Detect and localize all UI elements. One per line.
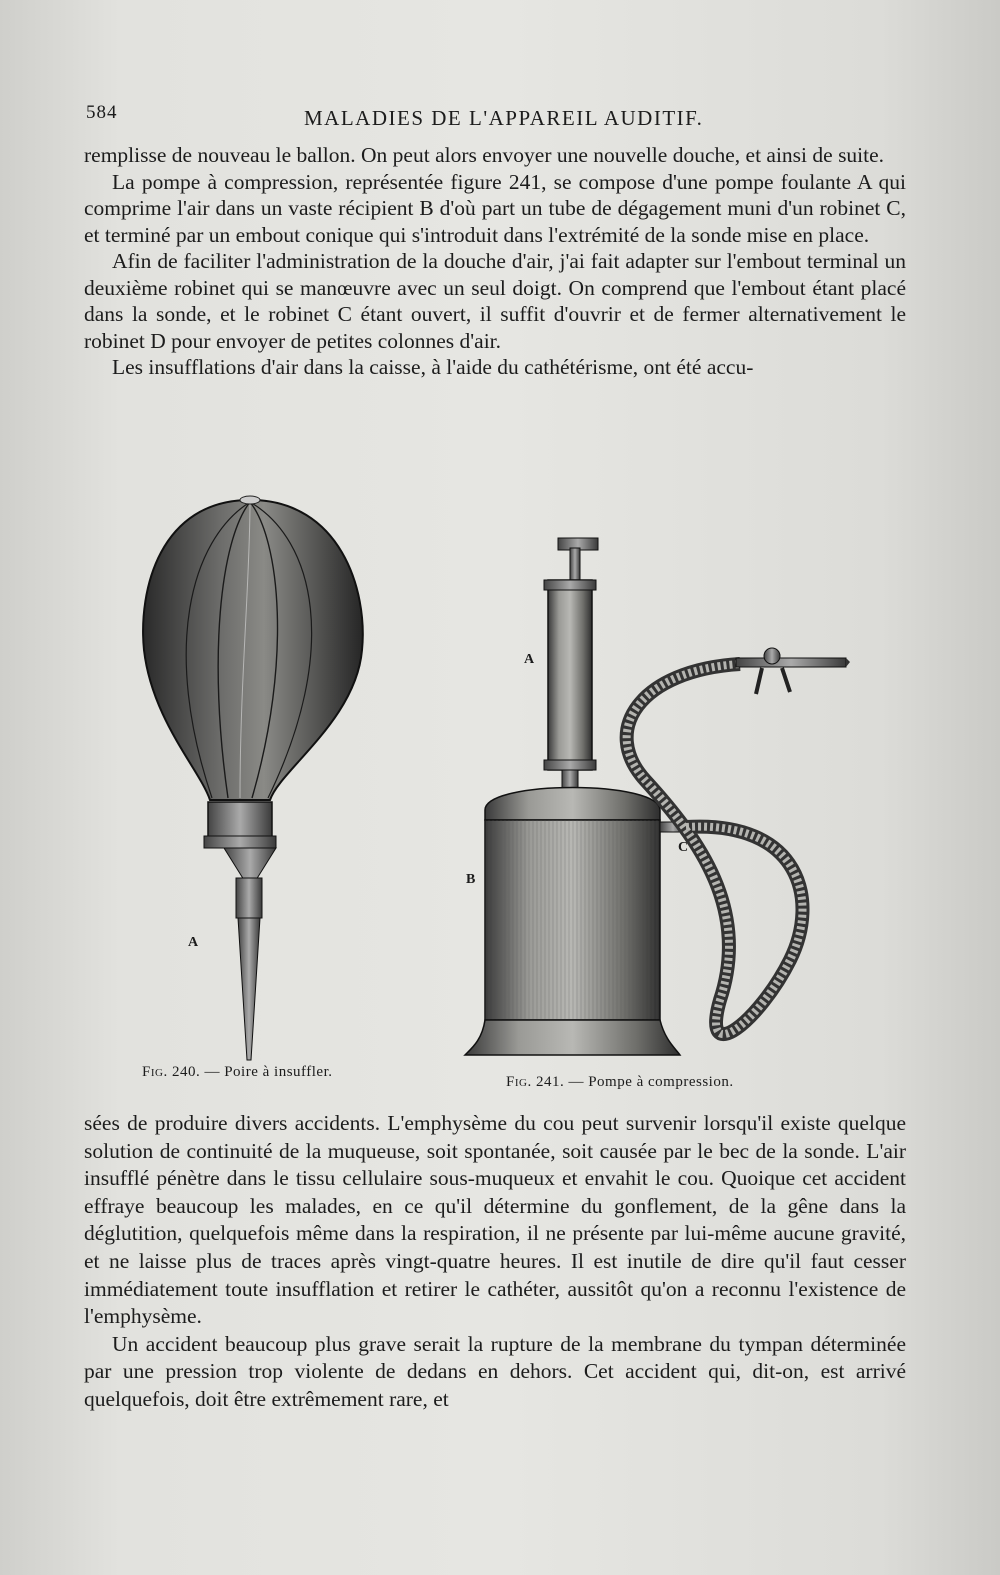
fig241-label-b: B bbox=[466, 872, 476, 887]
running-title: MALADIES DE L'APPAREIL AUDITIF. bbox=[304, 106, 704, 130]
compression-pump-drawing bbox=[465, 538, 850, 1055]
figure-240-caption bbox=[142, 1064, 333, 1081]
paragraph: Les insufflations d'air dans la caisse, à l'aide du cathétérisme, ont été accu- bbox=[112, 355, 754, 379]
fig240-label-a: A bbox=[188, 935, 199, 950]
paragraph: Afin de faciliter l'administration de la douche d'air, j'ai fait adapter sur l'embout terminal un deuxième robinet qui se manœuvre avec un seul doigt. On comprend que l'embout étant placé dans la sonde, et le robinet C étant ouvert, il suffit d'ouvrir et de fermer alternativement le robinet D pour envoyer de petites colonnes d'air. bbox=[84, 249, 906, 353]
paragraph: remplisse de nouveau le ballon. On peut alors envoyer une nouvelle douche, et ainsi de suite. bbox=[84, 143, 885, 167]
insufflation-bulb-drawing bbox=[143, 496, 363, 1060]
paragraph: La pompe à compression, représentée figure 241, se compose d'une pompe foulante A qui comprime l'air dans un vaste récipient B d'où part un tube de dégagement muni d'un robinet C, et terminé par un embout conique qui s'introduit dans l'extrémité de la sonde mise en place. bbox=[84, 169, 906, 247]
figure-number: Fig. 240. bbox=[142, 1064, 201, 1080]
paragraph: sées de produire divers accidents. L'emphysème du cou peut survenir lorsqu'il existe quelque solution de continuité de la muqueuse, soit spontanée, soit causée par le bec de la sonde. L'air insufflé pénètre dans le tissu cellulaire sous-muqueux et envahit le cou. Quoique cet accident effraye beaucoup les malades, en ce qu'il détermine du gonflement, de la gêne dans la déglutition, quelquefois même dans la respiration, il ne présente par lui-même aucune gravité, et ne laisse plus de traces après vingt-quatre heures. Il est inutile de dire qu'il faut cesser immédiatement toute insufflation et retirer le cathéter, aussitôt qu'on a reconnu l'existence de l'emphysème. bbox=[84, 1111, 906, 1329]
figure-plate bbox=[100, 480, 900, 1100]
fig241-label-c: C bbox=[678, 840, 689, 855]
paragraph: Un accident beaucoup plus grave serait la rupture de la membrane du tympan déterminée par une pression trop violente de dedans en dehors. Cet accident qui, dit-on, est arrivé quelquefois, doit être extrêmement rare, et bbox=[84, 1331, 906, 1411]
figure-title: — Poire à insuffler. bbox=[204, 1064, 333, 1080]
engraving-illustrations bbox=[100, 480, 900, 1100]
body-text-bottom bbox=[84, 1110, 906, 1414]
page-number: 584 bbox=[86, 102, 118, 123]
figure-number: Fig. 241. bbox=[506, 1074, 565, 1090]
figure-241-caption bbox=[506, 1074, 734, 1091]
fig241-label-a: A bbox=[524, 652, 535, 667]
page-header bbox=[86, 100, 906, 134]
body-text-top bbox=[84, 142, 906, 381]
figure-title: — Pompe à compression. bbox=[568, 1074, 734, 1090]
